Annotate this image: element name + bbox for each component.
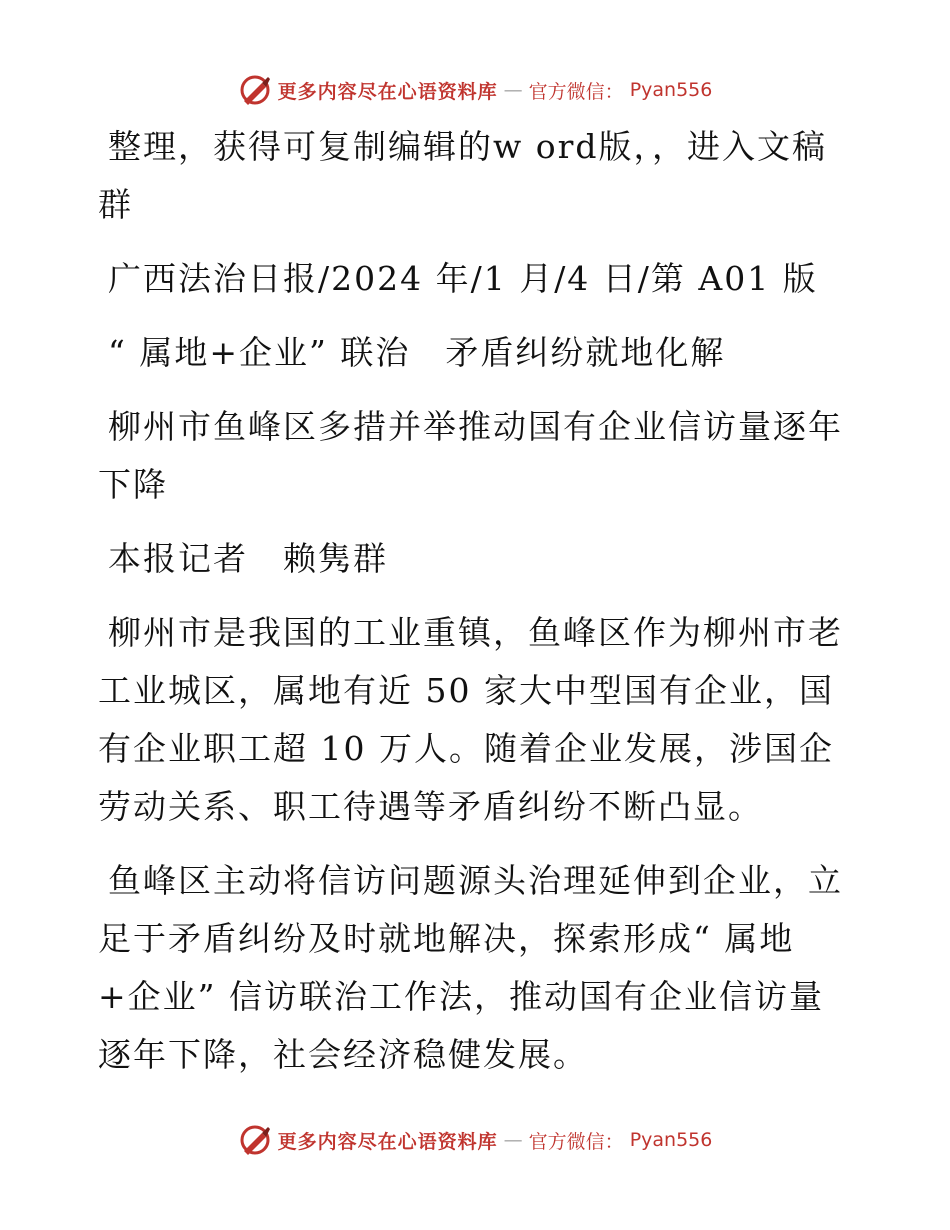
- document-body: [98, 118, 858, 1084]
- intro-note: 整理，获得可复制编辑的w ord版，，进入文稿群: [98, 127, 828, 224]
- pen-logo-icon: [238, 1123, 272, 1157]
- byline: 本报记者 赖隽群: [108, 539, 388, 578]
- banner-wechat-label: 官方微信：: [528, 1130, 624, 1153]
- banner-wechat-label: 官方微信：: [528, 80, 624, 103]
- banner-main-text: 更多内容尽在心语资料库: [277, 80, 498, 103]
- source-line: 广西法治日报/2024 年/1 月/4 日/第 A01 版: [108, 259, 818, 298]
- banner-dash: —: [503, 1129, 523, 1151]
- body-paragraph: 鱼峰区主动将信访问题源头治理延伸到企业，立足于矛盾纠纷及时就地解决，探索形成“ 属地+企业” 信访联治工作法，推动国有企业信访量逐年下降，社会经济稳健发展。: [98, 861, 843, 1074]
- article-subheadline: 柳州市鱼峰区多措并举推动国有企业信访量逐年下降: [98, 407, 843, 504]
- banner-main-text: 更多内容尽在心语资料库: [277, 1130, 498, 1153]
- banner-wechat-id: Pyan556: [629, 79, 713, 101]
- header-banner: [0, 70, 950, 110]
- article-headline: “ 属地+企业” 联治 矛盾纠纷就地化解: [108, 333, 726, 372]
- footer-banner: [0, 1120, 950, 1160]
- banner-dash: —: [503, 79, 523, 101]
- pen-logo-icon: [238, 73, 272, 107]
- body-paragraph: 柳州市是我国的工业重镇，鱼峰区作为柳州市老工业城区，属地有近 50 家大中型国有企业，国有企业职工超 10 万人。随着企业发展，涉国企劳动关系、职工待遇等矛盾纠纷不断凸显。: [98, 613, 843, 826]
- banner-wechat-id: Pyan556: [629, 1129, 713, 1151]
